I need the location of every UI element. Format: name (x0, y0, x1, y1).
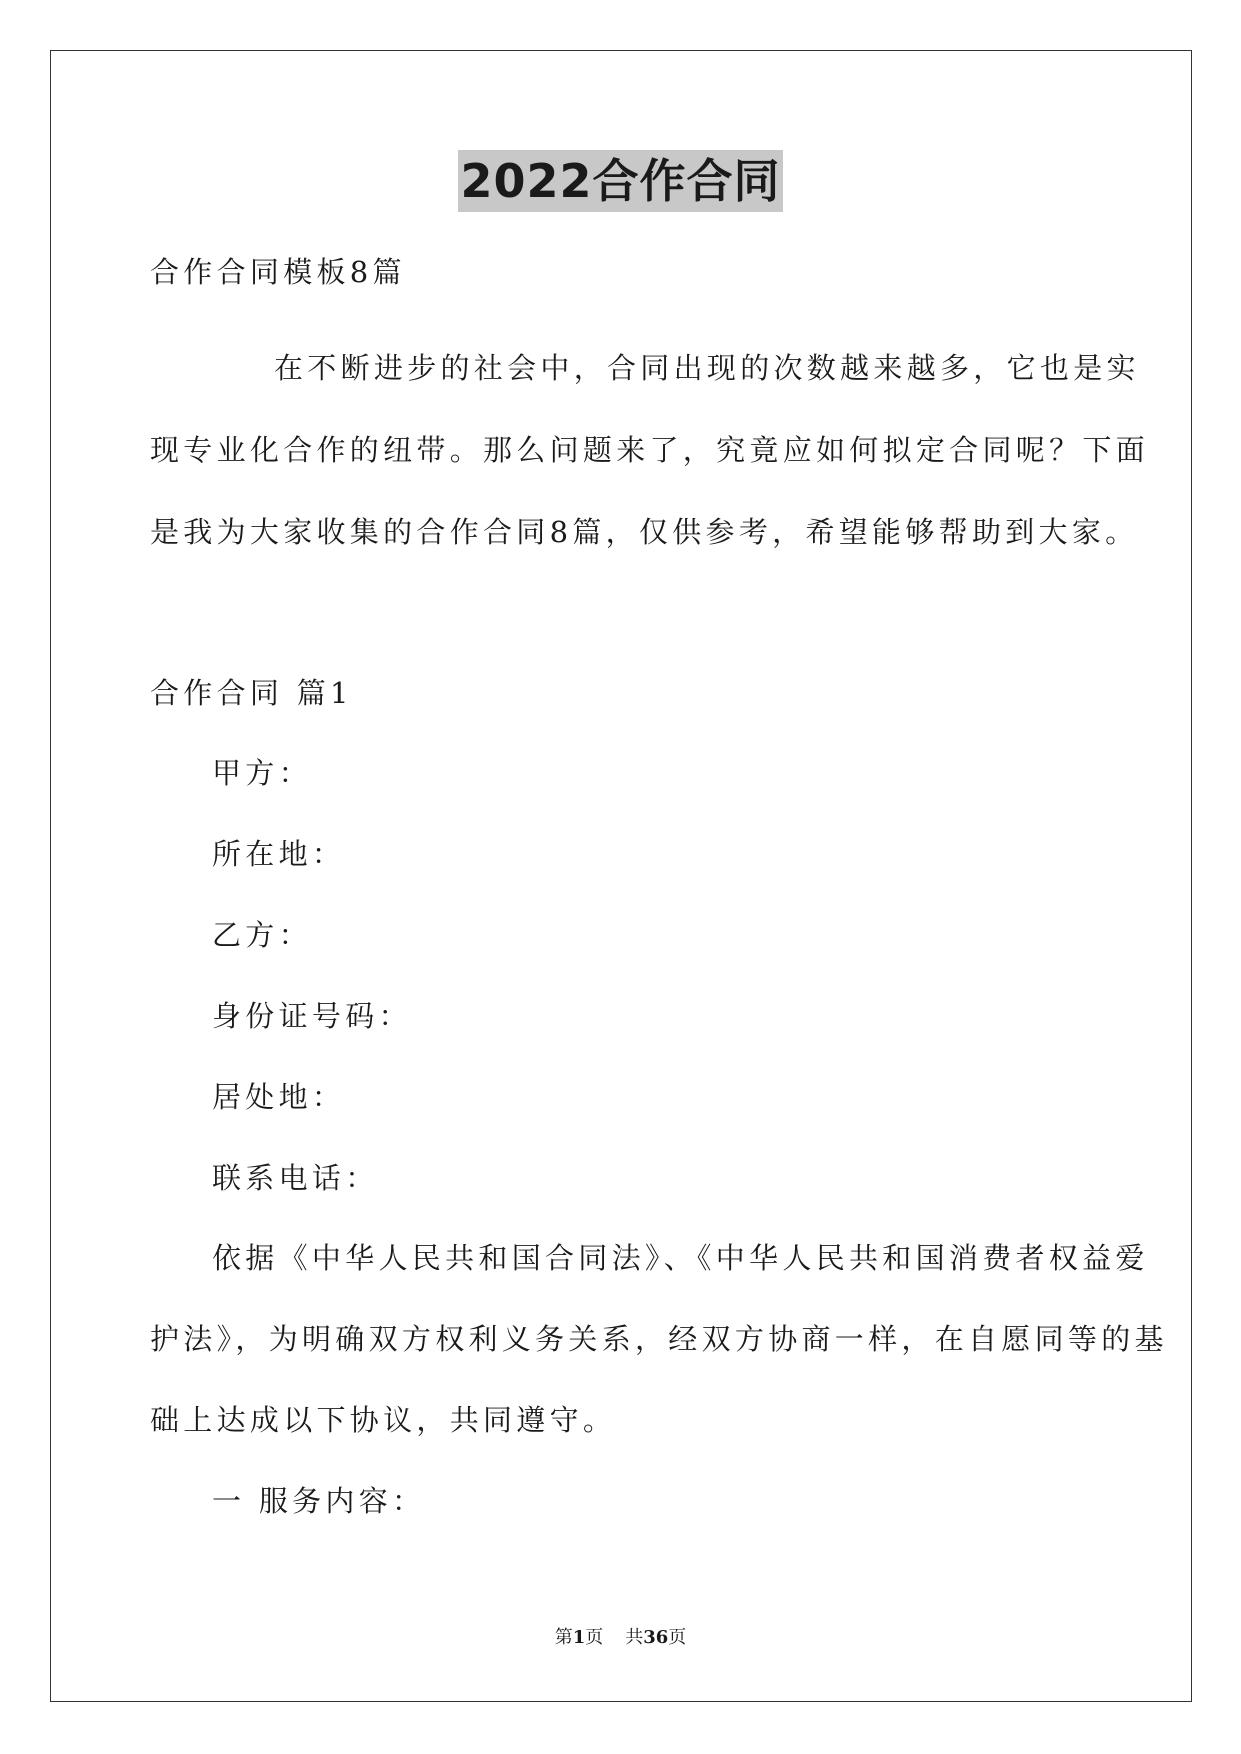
document-subtitle: 合作合同模板8篇 (150, 255, 406, 289)
body-line-3: 础上达成以下协议，共同遵守。 (150, 1403, 617, 1437)
footer-page-number: 1 (572, 1627, 586, 1648)
body-line-2: 护法》，为明确双方权利义务关系，经双方协商一样，在自愿同等的基 (150, 1322, 1168, 1356)
party-b-label: 乙方： (212, 918, 312, 952)
page-footer (0, 1625, 1241, 1651)
footer-page-mid: 页 (585, 1627, 604, 1648)
intro-line-2: 现专业化合作的纽带。那么问题来了，究竟应如何拟定合同呢？下面 (150, 433, 1150, 467)
phone-label: 联系电话： (212, 1161, 379, 1195)
section-heading: 合作合同 篇1 (150, 676, 353, 710)
body-line-1: 依据《中华人民共和国合同法》、《中华人民共和国消费者权益爱 (212, 1241, 1149, 1275)
service-heading: 一 服务内容： (212, 1484, 426, 1518)
document-title: 2022合作合同 (458, 150, 782, 212)
footer-total-suffix: 页 (668, 1627, 687, 1648)
id-number-label: 身份证号码： (212, 999, 412, 1033)
footer-total-prefix: 共 (625, 1627, 644, 1648)
intro-line-3: 是我为大家收集的合作合同8篇，仅供参考，希望能够帮助到大家。 (150, 515, 1139, 549)
intro-line-1: 在不断进步的社会中，合同出现的次数越来越多，它也是实 (274, 351, 1140, 385)
page-border (50, 50, 1192, 1702)
location-label: 所在地： (212, 837, 346, 871)
footer-total-pages: 36 (643, 1627, 669, 1648)
footer-page-prefix: 第 (554, 1627, 573, 1648)
title-container (0, 150, 1241, 212)
residence-label: 居处地： (212, 1080, 346, 1114)
party-a-label: 甲方： (212, 756, 312, 790)
